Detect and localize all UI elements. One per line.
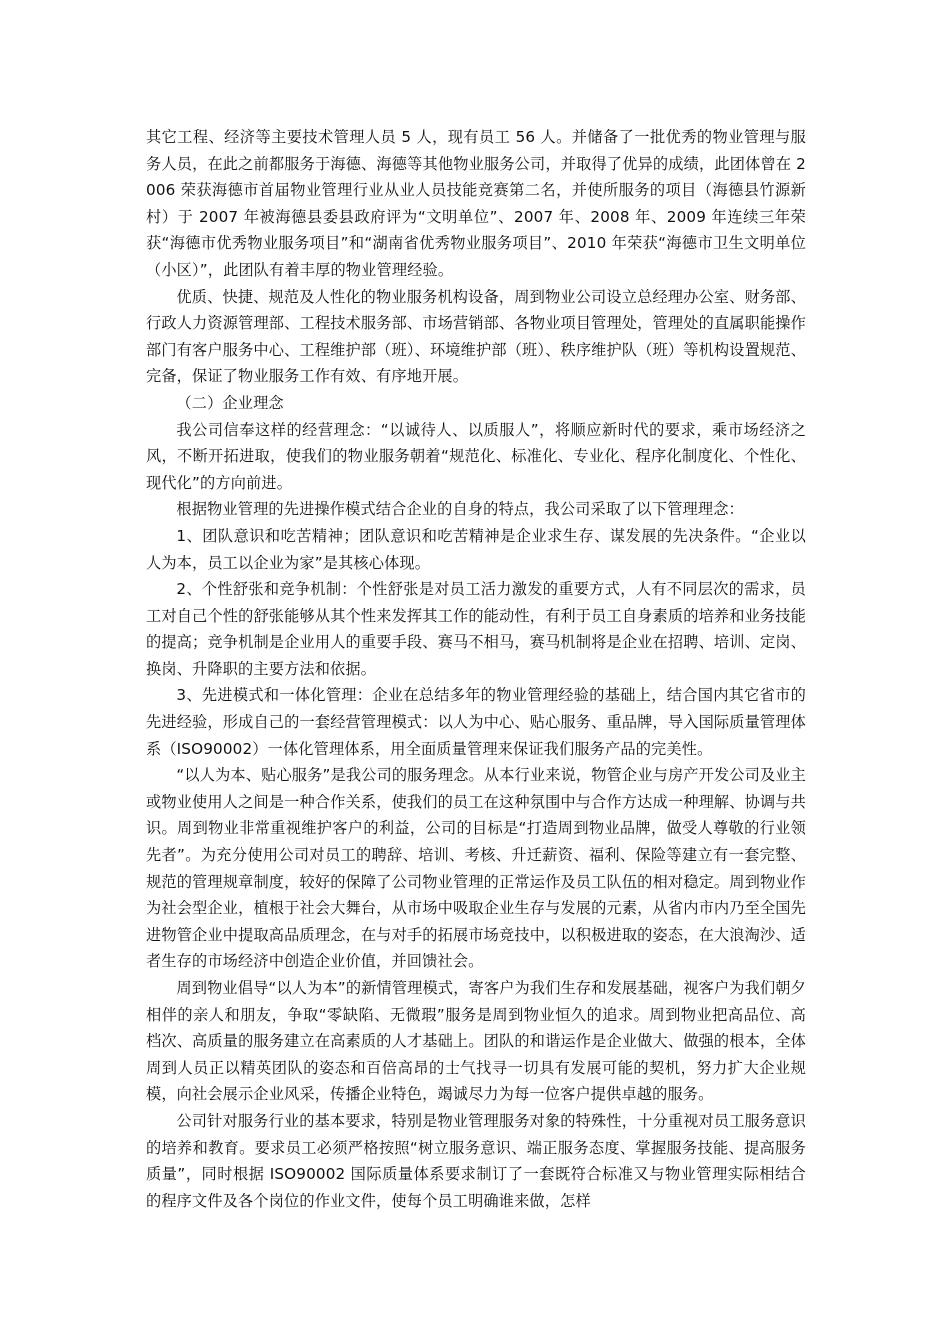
paragraph-staff-overview: 其它工程、经济等主要技术管理人员 5 人，现有员工 56 人。并储备了一批优秀的物业管理与服务人员，在此之前都服务于海德、海德等其他物业服务公司，并取得了优异的成绩，此团体曾在 2006 荣获海德市首届物业管理行业从业人员技能竞赛第二名，并使所服务的项目（海德县竹源新村）于 2007 年被海德县委县政府评为“文明单位”、2007 年、2008 年、2009 年连续三年荣获“海德市优秀物业服务项目”和“湖南省优秀物业服务项目”、2010 年荣获“海德市卫生文明单位（小区）”，此团队有着丰厚的物业管理经验。 xyxy=(146,128,806,279)
document-page xyxy=(146,124,806,1214)
paragraph-item-1: 1、团队意识和吃苦精神；团队意识和吃苦精神是企业求生存、谋发展的先决条件。“企业以人为本，员工以企业为家”是其核心体现。 xyxy=(146,526,806,572)
paragraph-management-model: 周到物业倡导“以人为本”的新情管理模式，寄客户为我们生存和发展基础，视客户为我们朝夕相伴的亲人和朋友，争取“零缺陷、无微瑕”服务是周到物业恒久的追求。周到物业把高品位、高档次、高质量的服务建立在高素质的人才基础上。团队的和谐运作是企业做大、做强的根本，全体周到人员正以精英团队的姿态和百倍高昂的士气找寻一切具有发展可能的契机，努力扩大企业规模，向社会展示企业风采，传播企业特色，竭诚尽力为每一位客户提供卓越的服务。 xyxy=(146,979,806,1104)
paragraph-item-2: 2、个性舒张和竞争机制：个性舒张是对员工活力激发的重要方式，人有不同层次的需求，员工对自己个性的舒张能够从其个性来发挥其工作的能动性，有利于员工自身素质的培养和业务技能的提高；竞争机制是企业用人的重要手段、赛马不相马，赛马机制将是企业在招聘、培训、定岗、换岗、升降职的主要方法和依据。 xyxy=(146,580,806,678)
paragraph-service-training: 公司针对服务行业的基本要求，特别是物业管理服务对象的特殊性，十分重视对员工服务意识的培养和教育。要求员工必须严格按照“树立服务意识、端正服务态度、掌握服务技能、提高服务质量”，同时根据 ISO90002 国际质量体系要求制订了一套既符合标准又与物业管理实际相结合的程序文件及各个岗位的作业文件，使每个员工明确谁来做，怎样 xyxy=(146,1111,806,1210)
paragraph-item-3: 3、先进模式和一体化管理：企业在总结多年的物业管理经验的基础上，结合国内其它省市的先进经验，形成自己的一套经营管理模式：以人为中心、贴心服务、重品牌，导入国际质量管理体系（ISO90002）一体化管理体系，用全面质量管理来保证我们服务产品的完美性。 xyxy=(146,686,806,758)
paragraph-organization: 优质、快捷、规范及人性化的物业服务机构设备，周到物业公司设立总经理办公室、财务部、行政人力资源管理部、工程技术服务部、市场营销部、各物业项目管理处，管理处的直属职能操作部门有客户服务中心、工程维护部（班）、环境维护部（班）、秩序维护队（班）等机构设置规范、完备，保证了物业服务工作有效、有序地开展。 xyxy=(146,287,806,386)
section-heading-philosophy: （二）企业理念 xyxy=(176,393,284,412)
paragraph-management-intro: 根据物业管理的先进操作模式结合企业的自身的特点，我公司采取了以下管理理念： xyxy=(176,500,744,519)
paragraph-service-philosophy: “以人为本、贴心服务”是我公司的服务理念。从本行业来说，物管企业与房产开发公司及业主或物业使用人之间是一种合作关系，使我们的员工在这种氛围中与合作方达成一种理解、协调与共识。周到物业非常重视维护客户的利益，公司的目标是“打造周到物业品牌，做受人尊敬的行业领先者”。为充分使用公司对员工的聘辞、培训、考核、升迁薪资、福利、保险等建立有一套完整、规范的管理规章制度，较好的保障了公司物业管理的正常运作及员工队伍的相对稳定。周到物业作为社会型企业，植根于社会大舞台，从市场中吸取企业生存与发展的元素，从省内市内乃至全国先进物管企业中提取高品质理念，在与对手的拓展市场竞技中，以积极进取的姿态，在大浪淘沙、适者生存的市场经济中创造企业价值，并回馈社会。 xyxy=(146,766,806,971)
paragraph-business-philosophy: 我公司信奉这样的经营理念：“以诚待人、以质服人”，将顺应新时代的要求，乘市场经济之风，不断开拓进取，使我们的物业服务朝着“规范化、标准化、专业化、程序化制度化、个性化、现代化”的方向前进。 xyxy=(146,420,806,492)
